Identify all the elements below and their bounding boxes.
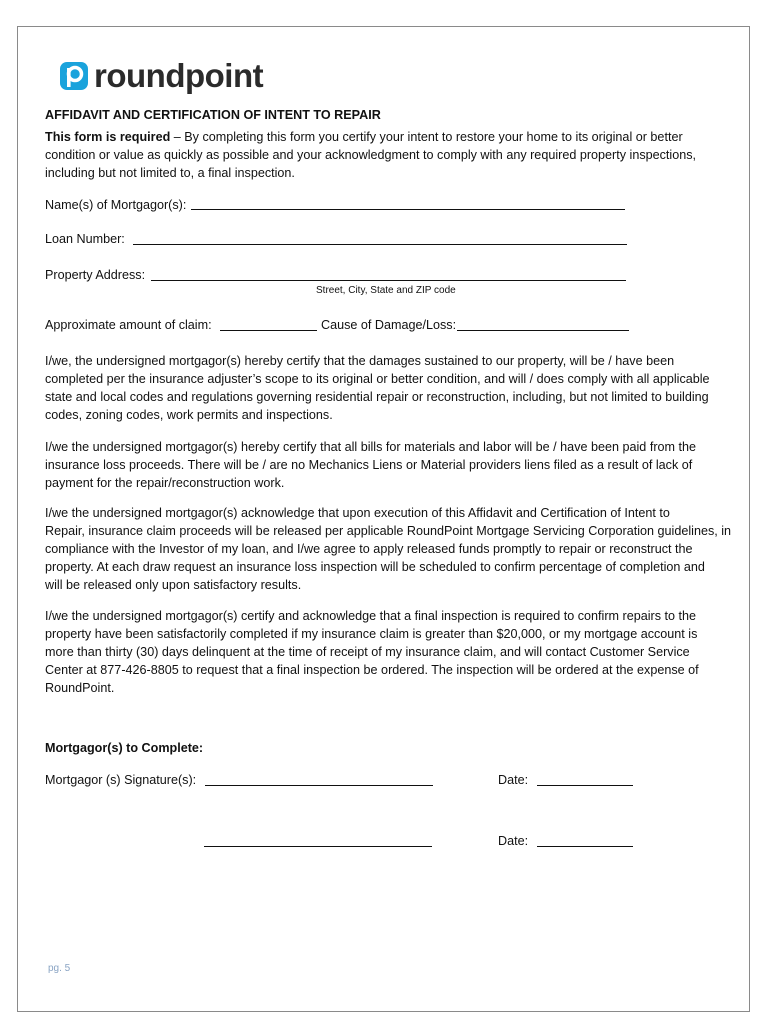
paragraph-line: I/we the undersigned mortgagor(s) acknowledge that upon execution of this Affidavit and Certification of Intent to xyxy=(45,506,670,520)
paragraph-line: compliance with the Investor of my loan, and I/we agree to apply released funds promptly to repair or reconstruct the xyxy=(45,542,693,556)
mortgagor-names-label: Name(s) of Mortgagor(s): xyxy=(45,198,187,212)
paragraph-line: property have been satisfactorily completed if my insurance claim is greater than $20,000, or my mortgage account is xyxy=(45,627,698,641)
property-address-line[interactable] xyxy=(151,280,626,281)
form-title: AFFIDAVIT AND CERTIFICATION OF INTENT TO REPAIR xyxy=(45,108,381,122)
inspection-paragraph xyxy=(45,607,735,697)
certification-paragraph xyxy=(45,352,735,424)
loan-number-label: Loan Number: xyxy=(45,232,125,246)
claim-amount-label: Approximate amount of claim: xyxy=(45,318,212,332)
logo-wordmark: roundpoint xyxy=(94,57,264,94)
paragraph-line: Center at 877-426-8805 to request that a final inspection be ordered. The inspection will be ordered at the expense of xyxy=(45,663,699,677)
paragraph-line: completed per the insurance adjuster’s scope to its original or better condition, and will / does comply with all applicable xyxy=(45,372,710,386)
address-hint: Street, City, State and ZIP code xyxy=(316,285,456,296)
paragraph-line: will be released only upon satisfactory results. xyxy=(45,578,302,592)
proceeds-paragraph xyxy=(45,504,735,594)
paragraph-line: Repair, insurance claim proceeds will be released per applicable RoundPoint Mortgage Servicing Corporation guidelines, in xyxy=(45,524,732,538)
paragraph-line: RoundPoint. xyxy=(45,681,115,695)
roundpoint-logo-icon xyxy=(58,60,90,92)
intro-line: including but not limited to, a final inspection. xyxy=(45,166,295,180)
paragraph-line: I/we the undersigned mortgagor(s) certify and acknowledge that a final inspection is required to confirm repairs to the xyxy=(45,609,697,623)
mortgagor-complete-heading: Mortgagor(s) to Complete: xyxy=(45,741,204,755)
signature-line-2[interactable] xyxy=(204,846,432,847)
intro-line: condition or value as quickly as possible and your acknowledgment to comply with any required property inspections, xyxy=(45,148,697,162)
signature-label: Mortgagor (s) Signature(s): xyxy=(45,773,197,787)
loan-number-line[interactable] xyxy=(133,244,627,245)
date-line-1[interactable] xyxy=(537,785,633,786)
paragraph-line: state and local codes and regulations governing residential repair or reconstruction, including, but not limited to building xyxy=(45,390,709,404)
paragraph-line: I/we the undersigned mortgagor(s) hereby certify that all bills for materials and labor will be / have been paid from the xyxy=(45,440,697,454)
paragraph-line: payment for the repair/reconstruction work. xyxy=(45,476,285,490)
bills-paragraph xyxy=(45,438,735,492)
intro-paragraph xyxy=(45,128,735,182)
date-label-1: Date: xyxy=(498,773,529,787)
cause-line[interactable] xyxy=(457,330,629,331)
intro-line: – By completing this form you certify your intent to restore your home to its original or better xyxy=(170,130,683,144)
paragraph-line: codes, zoning codes, work permits and inspections. xyxy=(45,408,333,422)
page-number: pg. 5 xyxy=(48,963,71,974)
date-line-2[interactable] xyxy=(537,846,633,847)
required-notice: This form is required xyxy=(45,130,171,144)
property-address-label: Property Address: xyxy=(45,268,146,282)
paragraph-line: property. At each draw request an insurance loss inspection will be scheduled to confirm percentage of completion and xyxy=(45,560,705,574)
roundpoint-logo xyxy=(58,58,263,94)
signature-line-1[interactable] xyxy=(205,785,433,786)
paragraph-line: I/we, the undersigned mortgagor(s) hereby certify that the damages sustained to our property, will be / have been xyxy=(45,354,675,368)
claim-amount-line[interactable] xyxy=(220,330,317,331)
date-label-2: Date: xyxy=(498,834,529,848)
paragraph-line: more than thirty (30) days delinquent at the time of receipt of my insurance claim, and will contact Customer Service xyxy=(45,645,690,659)
paragraph-line: insurance loss proceeds. There will be / are no Mechanics Liens or Material providers liens filed as a result of lack of xyxy=(45,458,693,472)
cause-label: Cause of Damage/Loss: xyxy=(321,318,457,332)
mortgagor-names-line[interactable] xyxy=(191,209,625,210)
